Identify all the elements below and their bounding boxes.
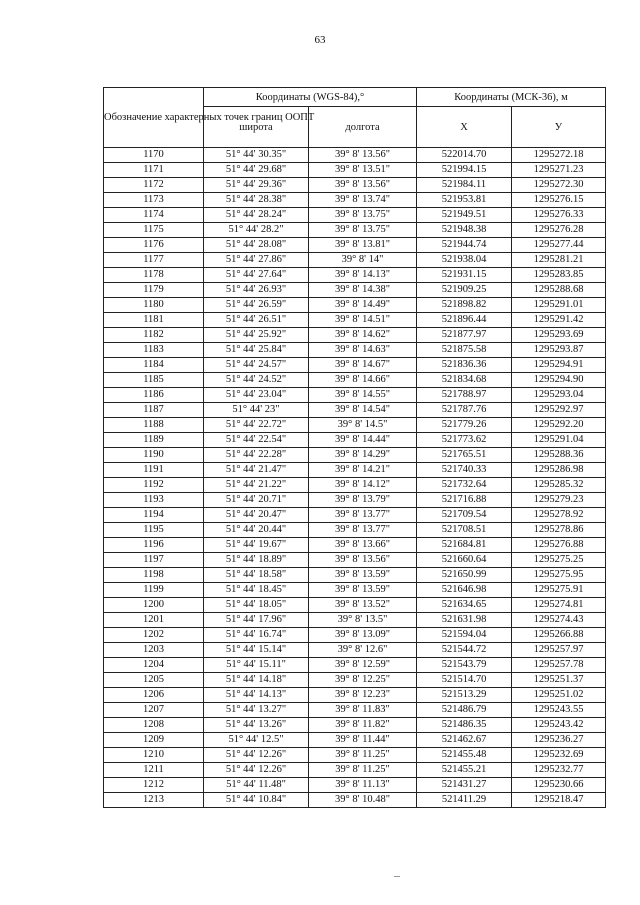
table-row [104,328,606,343]
cell-longitude: 39° 8' 11.82" [309,718,417,733]
cell-longitude: 39° 8' 14.62" [309,328,417,343]
cell-latitude: 51° 44' 23.04" [204,388,309,403]
cell-latitude: 51° 44' 25.84" [204,343,309,358]
cell-y: 1295251.02 [512,688,606,703]
table-row [104,253,606,268]
cell-x: 521411.29 [417,793,512,808]
cell-latitude: 51° 44' 27.86" [204,253,309,268]
cell-longitude: 39° 8' 11.25" [309,763,417,778]
table-row [104,673,606,688]
cell-latitude: 51° 44' 21.47" [204,463,309,478]
cell-longitude: 39° 8' 11.25" [309,748,417,763]
table-row [104,553,606,568]
table-row [104,538,606,553]
cell-point: 1191 [104,463,204,478]
cell-point: 1174 [104,208,204,223]
cell-y: 1295293.04 [512,388,606,403]
cell-point: 1179 [104,283,204,298]
cell-x: 521836.36 [417,358,512,373]
cell-latitude: 51° 44' 12.26" [204,763,309,778]
cell-point: 1177 [104,253,204,268]
cell-latitude: 51° 44' 28.38" [204,193,309,208]
cell-latitude: 51° 44' 15.14" [204,643,309,658]
cell-latitude: 51° 44' 24.52" [204,373,309,388]
cell-point: 1198 [104,568,204,583]
cell-longitude: 39° 8' 14.51" [309,313,417,328]
table-row [104,283,606,298]
cell-latitude: 51° 44' 28.08" [204,238,309,253]
cell-longitude: 39° 8' 14.44" [309,433,417,448]
cell-longitude: 39° 8' 13.56" [309,148,417,163]
cell-latitude: 51° 44' 22.72" [204,418,309,433]
table-row [104,583,606,598]
cell-latitude: 51° 44' 15.11" [204,658,309,673]
cell-y: 1295288.68 [512,283,606,298]
cell-point: 1182 [104,328,204,343]
cell-longitude: 39° 8' 14.49" [309,298,417,313]
table-row [104,463,606,478]
cell-point: 1194 [104,508,204,523]
table-row [104,733,606,748]
cell-y: 1295271.23 [512,163,606,178]
cell-longitude: 39° 8' 14.13" [309,268,417,283]
table-row [104,718,606,733]
cell-x: 521944.74 [417,238,512,253]
table-row [104,448,606,463]
cell-point: 1175 [104,223,204,238]
cell-y: 1295272.30 [512,178,606,193]
header-latitude: широта [204,107,309,148]
cell-y: 1295275.95 [512,568,606,583]
cell-longitude: 39° 8' 14.63" [309,343,417,358]
cell-x: 521650.99 [417,568,512,583]
cell-x: 521787.76 [417,403,512,418]
cell-y: 1295293.69 [512,328,606,343]
table-row [104,478,606,493]
cell-longitude: 39° 8' 13.56" [309,178,417,193]
cell-longitude: 39° 8' 13.77" [309,508,417,523]
cell-x: 521462.67 [417,733,512,748]
cell-point: 1176 [104,238,204,253]
cell-latitude: 51° 44' 28.2" [204,223,309,238]
scan-artifact [394,876,400,877]
cell-latitude: 51° 44' 17.96" [204,613,309,628]
cell-latitude: 51° 44' 22.28" [204,448,309,463]
table-row [104,268,606,283]
table-row [104,598,606,613]
cell-y: 1295277.44 [512,238,606,253]
cell-point: 1180 [104,298,204,313]
cell-x: 522014.70 [417,148,512,163]
cell-y: 1295293.87 [512,343,606,358]
cell-longitude: 39° 8' 13.5" [309,613,417,628]
cell-latitude: 51° 44' 14.18" [204,673,309,688]
cell-y: 1295272.18 [512,148,606,163]
cell-latitude: 51° 44' 30.35" [204,148,309,163]
cell-longitude: 39° 8' 14" [309,253,417,268]
cell-y: 1295274.43 [512,613,606,628]
cell-point: 1204 [104,658,204,673]
cell-latitude: 51° 44' 11.48" [204,778,309,793]
cell-longitude: 39° 8' 13.79" [309,493,417,508]
cell-longitude: 39° 8' 14.29" [309,448,417,463]
table-row [104,748,606,763]
cell-longitude: 39° 8' 13.74" [309,193,417,208]
cell-point: 1196 [104,538,204,553]
cell-point: 1200 [104,598,204,613]
cell-longitude: 39° 8' 14.54" [309,403,417,418]
cell-x: 521875.58 [417,343,512,358]
cell-point: 1170 [104,148,204,163]
cell-y: 1295236.27 [512,733,606,748]
table-row [104,403,606,418]
cell-latitude: 51° 44' 16.74" [204,628,309,643]
table-row [104,208,606,223]
cell-longitude: 39° 8' 13.77" [309,523,417,538]
table-row [104,643,606,658]
table-row [104,793,606,808]
cell-longitude: 39° 8' 13.52" [309,598,417,613]
cell-latitude: 51° 44' 20.44" [204,523,309,538]
cell-x: 521486.35 [417,718,512,733]
table-body [104,148,606,808]
cell-x: 521684.81 [417,538,512,553]
cell-latitude: 51° 44' 18.45" [204,583,309,598]
cell-point: 1209 [104,733,204,748]
cell-longitude: 39° 8' 11.83" [309,703,417,718]
cell-latitude: 51° 44' 13.27" [204,703,309,718]
cell-latitude: 51° 44' 26.93" [204,283,309,298]
cell-y: 1295294.91 [512,358,606,373]
cell-y: 1295291.01 [512,298,606,313]
table-row [104,568,606,583]
cell-y: 1295292.20 [512,418,606,433]
cell-longitude: 39° 8' 14.38" [309,283,417,298]
cell-longitude: 39° 8' 14.12" [309,478,417,493]
cell-point: 1211 [104,763,204,778]
cell-x: 521994.15 [417,163,512,178]
cell-y: 1295275.25 [512,553,606,568]
cell-y: 1295276.28 [512,223,606,238]
cell-y: 1295281.21 [512,253,606,268]
cell-x: 521931.15 [417,268,512,283]
cell-x: 521896.44 [417,313,512,328]
cell-latitude: 51° 44' 18.89" [204,553,309,568]
cell-latitude: 51° 44' 10.84" [204,793,309,808]
header-msk36-coordinates: Координаты (МСК-36), м [417,88,606,107]
cell-point: 1187 [104,403,204,418]
cell-longitude: 39° 8' 14.66" [309,373,417,388]
cell-longitude: 39° 8' 13.09" [309,628,417,643]
cell-x: 521660.64 [417,553,512,568]
table-row [104,433,606,448]
cell-y: 1295251.37 [512,673,606,688]
cell-x: 521938.04 [417,253,512,268]
cell-point: 1208 [104,718,204,733]
cell-y: 1295275.91 [512,583,606,598]
cell-point: 1206 [104,688,204,703]
cell-latitude: 51° 44' 12.26" [204,748,309,763]
table-row [104,628,606,643]
cell-x: 521898.82 [417,298,512,313]
cell-latitude: 51° 44' 20.47" [204,508,309,523]
cell-y: 1295279.23 [512,493,606,508]
cell-y: 1295243.55 [512,703,606,718]
cell-latitude: 51° 44' 23" [204,403,309,418]
cell-point: 1186 [104,388,204,403]
cell-y: 1295232.69 [512,748,606,763]
cell-longitude: 39° 8' 13.59" [309,583,417,598]
cell-y: 1295285.32 [512,478,606,493]
cell-longitude: 39° 8' 12.59" [309,658,417,673]
cell-latitude: 51° 44' 13.26" [204,718,309,733]
cell-latitude: 51° 44' 26.51" [204,313,309,328]
cell-x: 521514.70 [417,673,512,688]
page-number: 63 [314,34,326,46]
table-row [104,343,606,358]
cell-longitude: 39° 8' 14.5" [309,418,417,433]
table-row [104,223,606,238]
cell-x: 521594.04 [417,628,512,643]
cell-longitude: 39° 8' 12.25" [309,673,417,688]
cell-x: 521543.79 [417,658,512,673]
table-row [104,778,606,793]
cell-y: 1295291.42 [512,313,606,328]
cell-x: 521740.33 [417,463,512,478]
cell-latitude: 51° 44' 24.57" [204,358,309,373]
cell-longitude: 39° 8' 10.48" [309,793,417,808]
cell-point: 1195 [104,523,204,538]
cell-y: 1295218.47 [512,793,606,808]
cell-x: 521709.54 [417,508,512,523]
cell-x: 521544.72 [417,643,512,658]
cell-longitude: 39° 8' 13.75" [309,208,417,223]
cell-x: 521788.97 [417,388,512,403]
cell-x: 521716.88 [417,493,512,508]
cell-point: 1201 [104,613,204,628]
cell-point: 1199 [104,583,204,598]
cell-latitude: 51° 44' 25.92" [204,328,309,343]
cell-x: 521486.79 [417,703,512,718]
cell-latitude: 51° 44' 29.68" [204,163,309,178]
cell-point: 1178 [104,268,204,283]
table-row [104,613,606,628]
cell-longitude: 39° 8' 14.21" [309,463,417,478]
table-row [104,373,606,388]
header-longitude: долгота [309,107,417,148]
cell-y: 1295286.98 [512,463,606,478]
cell-y: 1295232.77 [512,763,606,778]
cell-y: 1295292.97 [512,403,606,418]
cell-x: 521953.81 [417,193,512,208]
cell-point: 1207 [104,703,204,718]
cell-x: 521877.97 [417,328,512,343]
header-x: X [417,107,512,148]
cell-point: 1202 [104,628,204,643]
cell-point: 1185 [104,373,204,388]
cell-point: 1181 [104,313,204,328]
cell-y: 1295288.36 [512,448,606,463]
cell-longitude: 39° 8' 11.44" [309,733,417,748]
table-row [104,238,606,253]
cell-point: 1213 [104,793,204,808]
cell-longitude: 39° 8' 13.66" [309,538,417,553]
header-y: У [512,107,606,148]
cell-longitude: 39° 8' 14.55" [309,388,417,403]
cell-longitude: 39° 8' 13.75" [309,223,417,238]
cell-x: 521631.98 [417,613,512,628]
cell-y: 1295294.90 [512,373,606,388]
cell-latitude: 51° 44' 22.54" [204,433,309,448]
cell-x: 521431.27 [417,778,512,793]
cell-latitude: 51° 44' 18.58" [204,568,309,583]
cell-y: 1295266.88 [512,628,606,643]
table-row [104,493,606,508]
table-row [104,163,606,178]
cell-latitude: 51° 44' 26.59" [204,298,309,313]
cell-longitude: 39° 8' 13.81" [309,238,417,253]
table-row [104,658,606,673]
cell-longitude: 39° 8' 12.23" [309,688,417,703]
cell-latitude: 51° 44' 29.36" [204,178,309,193]
cell-point: 1197 [104,553,204,568]
cell-point: 1212 [104,778,204,793]
table-row [104,148,606,163]
cell-y: 1295283.85 [512,268,606,283]
cell-point: 1171 [104,163,204,178]
cell-x: 521646.98 [417,583,512,598]
cell-x: 521634.65 [417,598,512,613]
cell-x: 521513.29 [417,688,512,703]
cell-x: 521909.25 [417,283,512,298]
cell-point: 1183 [104,343,204,358]
cell-point: 1193 [104,493,204,508]
cell-y: 1295257.78 [512,658,606,673]
cell-x: 521948.38 [417,223,512,238]
cell-y: 1295274.81 [512,598,606,613]
table-row [104,688,606,703]
cell-y: 1295276.15 [512,193,606,208]
cell-x: 521765.51 [417,448,512,463]
table-row [104,523,606,538]
cell-x: 521773.62 [417,433,512,448]
table-row [104,763,606,778]
cell-y: 1295243.42 [512,718,606,733]
cell-y: 1295276.88 [512,538,606,553]
table-row [104,298,606,313]
cell-longitude: 39° 8' 12.6" [309,643,417,658]
cell-y: 1295278.92 [512,508,606,523]
cell-y: 1295276.33 [512,208,606,223]
cell-x: 521455.21 [417,763,512,778]
coordinates-table [103,87,606,808]
cell-x: 521984.11 [417,178,512,193]
cell-y: 1295291.04 [512,433,606,448]
cell-point: 1173 [104,193,204,208]
table-row [104,703,606,718]
cell-x: 521834.68 [417,373,512,388]
table-row [104,508,606,523]
cell-x: 521949.51 [417,208,512,223]
cell-latitude: 51° 44' 27.64" [204,268,309,283]
cell-longitude: 39° 8' 13.56" [309,553,417,568]
cell-longitude: 39° 8' 13.51" [309,163,417,178]
cell-point: 1172 [104,178,204,193]
table-row [104,313,606,328]
cell-y: 1295278.86 [512,523,606,538]
cell-x: 521708.51 [417,523,512,538]
cell-x: 521779.26 [417,418,512,433]
table-row [104,178,606,193]
cell-point: 1210 [104,748,204,763]
cell-longitude: 39° 8' 14.67" [309,358,417,373]
cell-latitude: 51° 44' 28.24" [204,208,309,223]
cell-point: 1192 [104,478,204,493]
cell-point: 1205 [104,673,204,688]
cell-y: 1295257.97 [512,643,606,658]
cell-latitude: 51° 44' 18.05" [204,598,309,613]
cell-point: 1190 [104,448,204,463]
cell-x: 521455.48 [417,748,512,763]
cell-point: 1189 [104,433,204,448]
header-point-designation: Обозначение характерных точек границ ООПТ [104,88,204,148]
table-row [104,388,606,403]
cell-y: 1295230.66 [512,778,606,793]
cell-longitude: 39° 8' 13.59" [309,568,417,583]
cell-latitude: 51° 44' 19.67" [204,538,309,553]
cell-point: 1184 [104,358,204,373]
cell-point: 1188 [104,418,204,433]
cell-point: 1203 [104,643,204,658]
table-row [104,418,606,433]
table-row [104,358,606,373]
cell-latitude: 51° 44' 21.22" [204,478,309,493]
cell-longitude: 39° 8' 11.13" [309,778,417,793]
cell-latitude: 51° 44' 14.13" [204,688,309,703]
cell-latitude: 51° 44' 20.71" [204,493,309,508]
cell-x: 521732.64 [417,478,512,493]
table-row [104,193,606,208]
header-wgs84-coordinates: Координаты (WGS-84),° [204,88,417,107]
cell-latitude: 51° 44' 12.5" [204,733,309,748]
